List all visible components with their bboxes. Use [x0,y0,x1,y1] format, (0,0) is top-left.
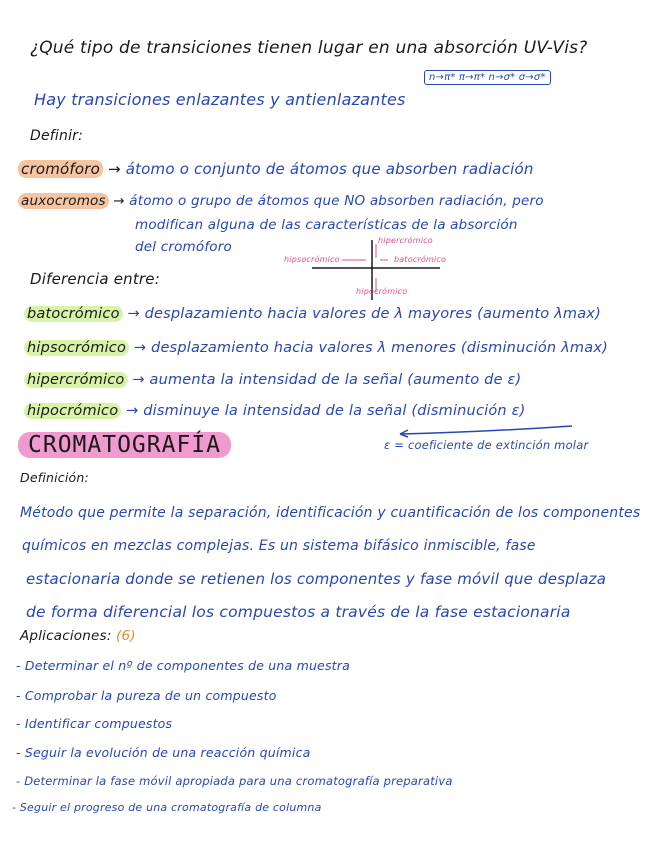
diagram-label-right: batocrómico [394,255,447,264]
aplicaciones-heading [20,628,136,644]
definition-term: auxocromos [18,193,109,209]
difference-text: → desplazamiento hacia valores de λ mayores (aumento λmax) [127,306,601,322]
application-item: - Seguir la evolución de una reacción química [16,745,311,760]
difference-term: hipsocrómico [24,340,129,356]
definition-text-line3: del cromóforo [135,239,232,255]
application-item: - Determinar el nº de componentes de una muestra [16,658,350,673]
epsilon-arrow-icon [394,424,574,438]
difference-row [24,403,526,419]
transitions-box: n→π* π→π* n→σ* σ→σ* [424,70,551,85]
difference-row [24,372,521,388]
definition-line: Método que permite la separación, identificación y cuantificación de los componentes [20,505,641,521]
difference-text: → disminuye la intensidad de la señal (disminución ε) [126,403,526,419]
difference-term: hipercrómico [24,372,128,388]
definition-row-cromoforo [18,160,534,178]
definition-text: átomo o conjunto de átomos que absorben radiación [125,160,534,178]
application-item: - Identificar compuestos [16,716,173,731]
definition-row-auxocromos [18,193,544,209]
diferencia-label: Diferencia entre: [30,270,160,288]
application-item: - Seguir el progreso de una cromatografía de columna [12,801,322,814]
diagram-label-up: hipercrómico [378,236,433,245]
section-title-text: CROMATOGRAFÍA [18,432,231,458]
definicion-label: Definición: [20,470,89,485]
diagram-label-left: hipsocrómico [284,255,340,264]
difference-text: → aumenta la intensidad de la señal (aumento de ε) [132,372,522,388]
definition-line: de forma diferencial los compuestos a través de la fase estacionaria [26,603,571,621]
application-item: - Comprobar la pureza de un compuesto [16,688,277,703]
aplicaciones-label: Aplicaciones: [20,628,112,644]
diagram-label-down: hipocrómico [356,287,408,296]
question: ¿Qué tipo de transiciones tienen lugar en una absorción UV-Vis? [30,38,588,58]
definition-arrow: → [107,160,121,178]
difference-term: hipocrómico [24,403,121,419]
aplicaciones-count: (6) [115,628,136,644]
definition-term: cromóforo [18,160,103,178]
section-title [18,432,231,458]
difference-text: → desplazamiento hacia valores λ menores (disminución λmax) [133,340,608,356]
epsilon-note: ε = coeficiente de extinción molar [384,438,589,452]
difference-row [24,340,608,356]
definition-line: estacionaria donde se retienen los componentes y fase móvil que desplaza [26,570,607,588]
definition-arrow: → [113,193,125,209]
definition-text: átomo o grupo de átomos que NO absorben radiación, pero [129,193,544,209]
definir-label: Definir: [30,128,84,144]
difference-row [24,306,601,322]
application-item: - Determinar la fase móvil apropiada para una cromatografía preparativa [16,774,453,788]
answer: Hay transiciones enlazantes y antienlazantes [34,90,406,109]
definition-line: químicos en mezclas complejas. Es un sistema bifásico inmiscible, fase [22,538,536,554]
difference-term: batocrómico [24,306,123,322]
definition-text-line2: modifican alguna de las características de la absorción [135,217,518,233]
